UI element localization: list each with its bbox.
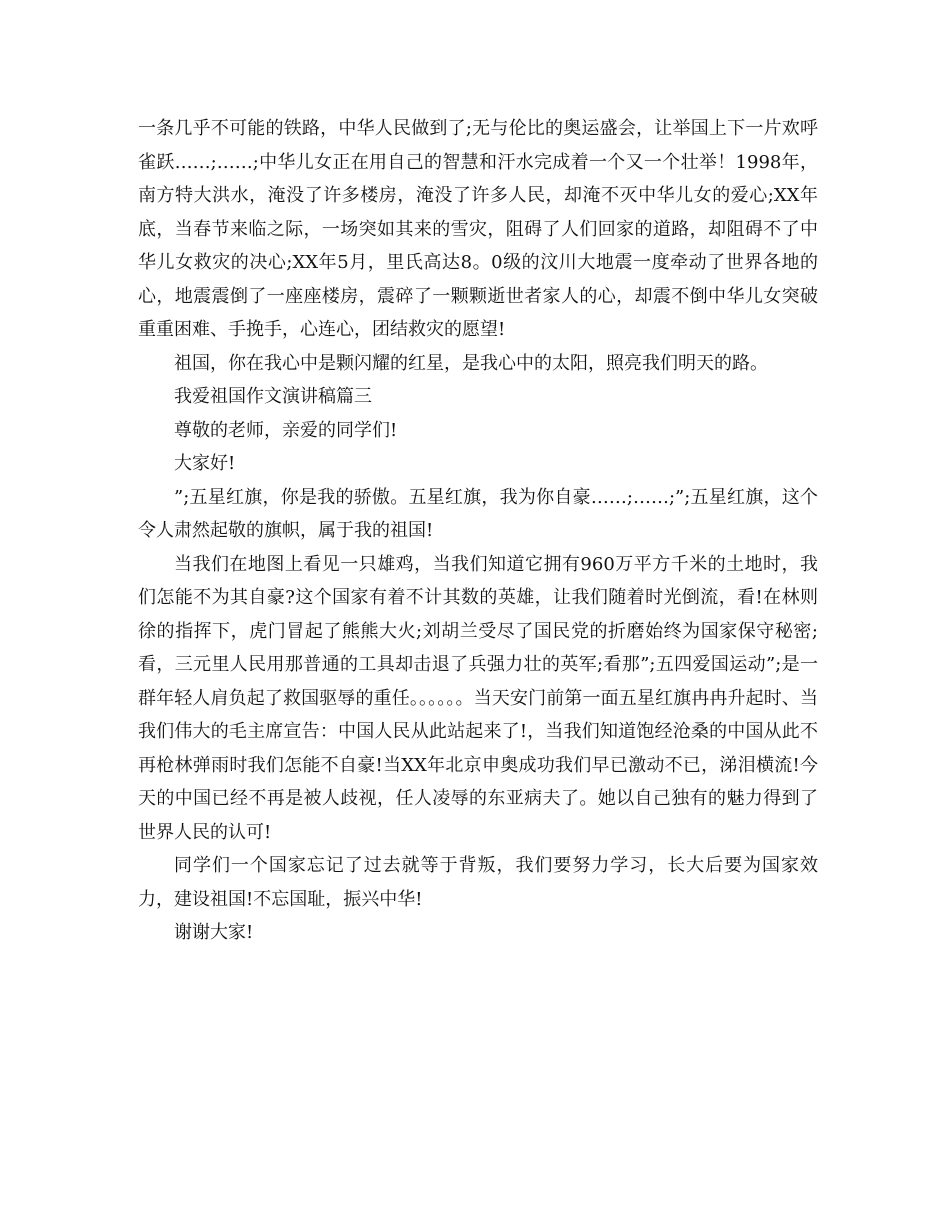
paragraph-red-star: 祖国，你在我心中是颗闪耀的红星，是我心中的太阳，照亮我们明天的路。 (174, 352, 768, 374)
closing-thanks: 谢谢大家! (174, 922, 254, 943)
paragraph-earthquake-history: 一条几乎不可能的铁路，中华人民做到了;无与伦比的奥运盛会，让举国上下一片欢呼雀跃……;……;中华儿女正在用自己的智慧和汗水完成着一个又一个壮举！1998年，南方特大洪水，淹没了许多楼房，淹没了许多人民，却淹不灭中华儿女的爱心;XX年底，当春节来临之际，一场突如其来的雪灾，阻碍了人们回家的道路，却阻碍不了中华儿女救灾的决心;XX年5月，里氏高达8。0级的汶川大地震一度牵动了世界各地的心，地震震倒了一座座楼房，震碎了一颗颗逝世者家人的心，却震不倒中华儿女突破重重困难、手挽手，心连心，团结救灾的愿望! (138, 118, 818, 340)
greeting: 大家好! (174, 453, 236, 474)
paragraph-study-hard: 同学们一个国家忘记了过去就等于背叛，我们要努力学习，长大后要为国家效力，建设祖国!不忘国耻，振兴中华! (138, 855, 818, 910)
document-body (138, 112, 818, 950)
salutation: 尊敬的老师，亲爱的同学们! (174, 419, 398, 441)
paragraph-history-heroes: 当我们在地图上看见一只雄鸡，当我们知道它拥有960万平方千米的土地时，我们怎能不为其自豪?这个国家有着不计其数的英雄，让我们随着时光倒流，看!在林则徐的指挥下，虎门冒起了熊熊大火;刘胡兰受尽了国民党的折磨始终为国家保守秘密;看，三元里人民用那普通的工具却击退了兵强力壮的英军;看那”;五四爱国运动”;是一群年轻人肩负起了救国驱辱的重任。。。。。。当天安门前第一面五星红旗冉冉升起时、当我们伟大的毛主席宣告：中国人民从此站起来了!，当我们知道饱经沧桑的中国从此不再枪林弹雨时我们怎能不自豪!当XX年北京申奥成功我们早已激动不已，涕泪横流!今天的中国已经不再是被人歧视，任人凌辱的东亚病夫了。她以自己独有的魅力得到了世界人民的认可! (138, 553, 818, 843)
section-heading: 我爱祖国作文演讲稿篇三 (174, 386, 372, 407)
paragraph-five-star-flag: ”;五星红旗，你是我的骄傲。五星红旗，我为你自豪……;……;”;五星红旗，这个令人肃然起敬的旗帜，属于我的祖国! (138, 486, 818, 541)
